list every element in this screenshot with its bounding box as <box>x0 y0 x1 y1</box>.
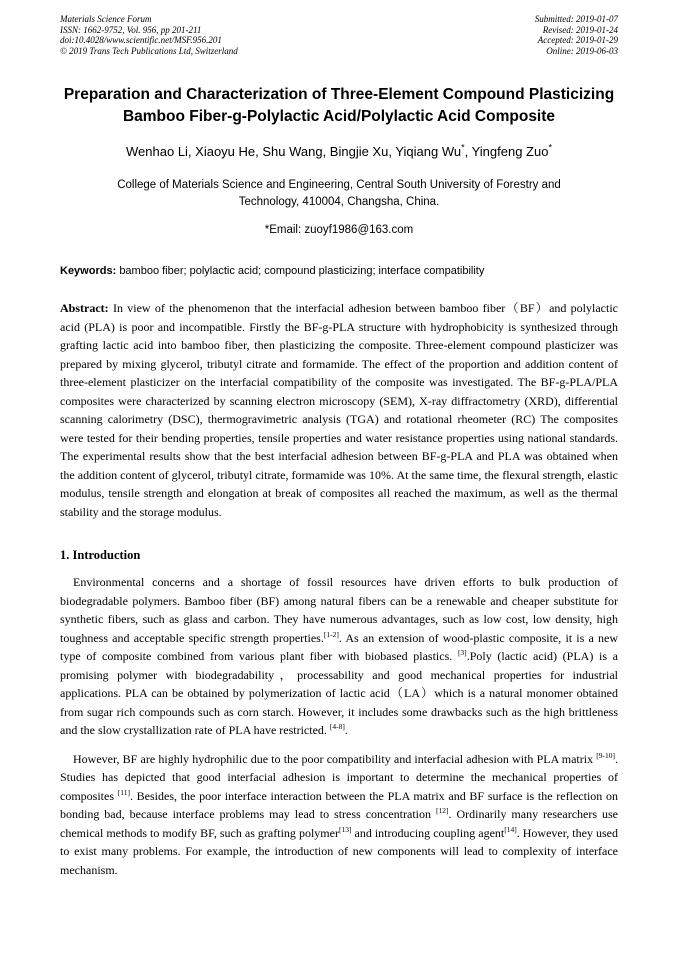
keywords-line <box>60 264 618 278</box>
submission-dates <box>535 14 618 56</box>
journal-info <box>60 14 238 56</box>
keywords-text: bamboo fiber; polylactic acid; compound plasticizing; interface compatibility <box>119 265 485 277</box>
intro-paragraph-2: However, BF are highly hydrophilic due to the poor compatibility and interfacial adhesion with PLA matrix [9-10]. Studies has depicted that good interfacial adhesion is important to determine the mechanical properties of composites [11]. Besides, the poor interface interaction between the PLA matrix and BF surface is the reflection on bonding bad, because interface problems may lead to stress concentration [12]. Ordinarily many researchers use chemical methods to modify BF, such as grafting polymer[13] and introducing coupling agent[14]. However, they used to exist many problems. For example, the introduction of new components will lead to complexity of interface mechanism. <box>60 750 619 877</box>
revised-line: Revised: 2019-01-24 <box>542 24 618 35</box>
paper-title: Preparation and Characterization of Three-Element Compound Plasticizing Bamboo Fiber-g-Polylactic Acid/Polylactic Acid Composite <box>63 86 615 125</box>
intro-paragraph-1: Environmental concerns and a shortage of fossil resources have driven efforts to bulk production of biodegradable polymers. Bamboo fiber (BF) among natural fibers can be a renewable and cheaper substitute for synthetic fibers, such as glass and carbon. They have numerous advantages, such as low cost, low density, high toughness and acceptable specific strength properties.[1-2]. As an extension of wood-plastic composite, it is a new type of composite combined from various plant fiber with biobased plastics. [3].Poly (lactic acid) (PLA) is a promising polymer with biodegradability，processability and good mechanical properties for industrial applications. PLA can be obtained by polymerization of lactic acid（LA）which is a natural monomer obtained from sugar rich compounds such as corn starch. However, it includes some drawbacks such as the high brittleness and the slow crystallization rate of PLA have restricted. [4-8]. <box>60 575 618 737</box>
issn-line: ISSN: 1662-9752, Vol. 956, pp 201-211 <box>60 24 202 35</box>
accepted-line: Accepted: 2019-01-29 <box>537 35 618 45</box>
authors-line: Wenhao Li, Xiaoyu He, Shu Wang, Bingjie Xu, Yiqiang Wu*, Yingfeng Zuo* <box>126 142 552 159</box>
affiliation-line: College of Materials Science and Engineering, Central South University of Forestry and Technology, 410004, Changsha, China. <box>117 179 561 208</box>
copyright-line: © 2019 Trans Tech Publications Ltd, Switzerland <box>60 45 238 56</box>
introduction-heading: 1. Introduction <box>60 548 141 562</box>
email-line: *Email: zuoyf1986@163.com <box>264 224 414 236</box>
abstract-text: In view of the phenomenon that the interfacial adhesion between bamboo fiber（BF）and polylactic acid (PLA) is poor and incompatible. Firstly the BF-g-PLA structure with hydrophobicity is synthesized through grafting lactic acid into bamboo fiber, then plasticizing the composite. Three-element compound plasticizer was prepared by mixing glycerol, tributyl citrate and formamide. The effect of the proportion and addition content of three-element plasticizer on the interfacial compatibility of the composite was investigated. The BF-g-PLA/PLA composites were characterized by scanning electron microscopy (SEM), X-ray diffractometry (XRD), differential scanning calorimetry (DSC), thermogravimetric analysis (TGA) and rotational rheometer (RC) The composites were tested for their bending properties, tensile properties and water resistance properties using national standards. The experimental results show that the best interfacial adhesion between BF-g-PLA and PLA was obtained when the addition content of glycerol, tributyl citrate, formamide was 10%. At the same time, the flexural strength, elastic modulus, tensile strength and elongation at break of composites all reached the maximum, as well as the thermal stability and the storage modulus. <box>60 301 619 519</box>
online-line: Online: 2019-06-03 <box>546 45 618 56</box>
abstract-label: Abstract: <box>60 301 109 315</box>
journal-name: Materials Science Forum <box>60 14 152 24</box>
doi-line: doi:10.4028/www.scientific.net/MSF.956.201 <box>60 35 222 45</box>
abstract-paragraph <box>60 299 618 521</box>
journal-header <box>60 14 618 56</box>
keywords-label: Keywords: <box>60 265 117 277</box>
submitted-line: Submitted: 2019-01-07 <box>534 14 618 24</box>
